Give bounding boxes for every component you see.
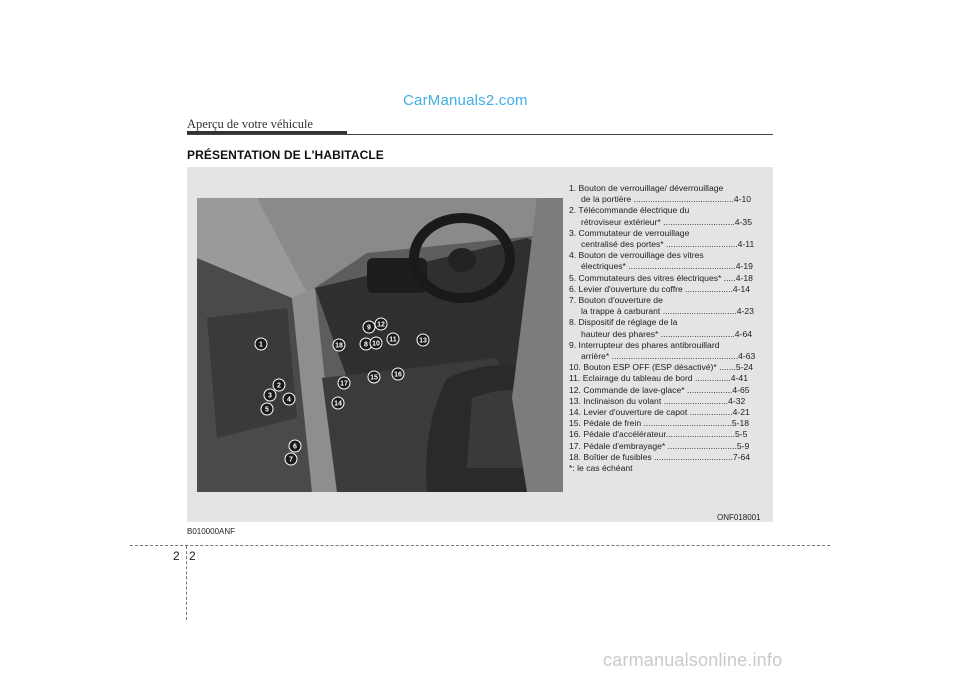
legend-item-15: 15. Pédale de frein .....................................5-18	[569, 418, 750, 429]
page-number: 2	[189, 549, 196, 563]
legend-item-10: 10. Bouton ESP OFF (ESP désactivé)* .......5-24	[569, 362, 754, 373]
legend-item-8: 8. Dispositif de réglage de la hauteur des phares* ...............................4-64	[569, 317, 753, 339]
callout-11	[387, 333, 399, 345]
svg-text:15: 15	[370, 374, 378, 382]
watermark-logo-bottom: carmanualsonline.info	[603, 650, 783, 670]
legend-item-13: 13. Inclinaison du volant ...........................4-32	[569, 395, 746, 406]
svg-text:14: 14	[334, 400, 342, 408]
svg-text:5: 5	[265, 406, 269, 414]
photo-code: ONF018001	[717, 513, 761, 522]
legend-item-14: 14. Levier d'ouverture de capot ..................4-21	[569, 407, 750, 418]
legend-item-18: 18. Boîtier de fusibles .................................7-64	[569, 451, 751, 462]
callout-6	[289, 440, 301, 452]
legend-footnote: *: le cas échéant	[569, 463, 633, 474]
legend-item-7: 7. Bouton d'ouverture de la trappe à carburant ...............................4-23	[569, 295, 754, 317]
page-header-title: Aperçu de votre véhicule	[187, 117, 313, 131]
chapter-number: 2	[173, 549, 180, 563]
svg-text:17: 17	[340, 380, 348, 388]
header-rule	[187, 134, 773, 135]
svg-text:9: 9	[367, 324, 371, 332]
svg-text:2: 2	[277, 382, 281, 390]
svg-text:3: 3	[268, 392, 272, 400]
svg-text:18: 18	[335, 342, 343, 350]
svg-text:13: 13	[419, 337, 427, 345]
callout-3	[264, 389, 276, 401]
legend-item-3: 3. Commutateur de verrouillage centralisé des portes* ..............................4-11	[569, 227, 755, 250]
svg-text:1: 1	[259, 341, 263, 349]
callout-14	[332, 397, 344, 409]
svg-text:8: 8	[364, 341, 368, 349]
callout-2	[273, 379, 285, 391]
reference-code: B010000ANF	[187, 527, 236, 536]
legend-item-9: 9. Interrupteur des phares antibrouillard arrière* .....................................................4-63	[569, 339, 756, 362]
legend-item-16: 16. Pédale d'accélérateur.............................5-5	[569, 429, 748, 440]
svg-text:6: 6	[293, 443, 297, 451]
legend-item-1: 1. Bouton de verrouillage/ déverrouillage de la portière ..........................................4-10	[569, 183, 752, 205]
callout-10	[370, 337, 382, 349]
svg-text:16: 16	[394, 371, 402, 379]
svg-text:11: 11	[389, 336, 397, 344]
legend-item-11: 11. Eclairage du tableau de bord ...............4-41	[569, 373, 748, 384]
callout-7	[285, 453, 297, 465]
callout-15	[368, 371, 380, 383]
legend-item-2: 2. Télécommande électrique du rétroviseur extérieur* ..............................4-35	[569, 205, 752, 227]
section-title: PRÉSENTATION DE L'HABITACLE	[187, 148, 384, 162]
callout-13	[417, 334, 429, 346]
callout-5	[261, 403, 273, 415]
footer-vertical-divider	[186, 546, 187, 620]
legend-item-17: 17. Pédale d'embrayage* .............................5-9	[569, 440, 750, 451]
callout-16	[392, 368, 404, 380]
legend-item-6: 6. Levier d'ouverture du coffre ....................4-14	[569, 283, 751, 294]
callout-18	[333, 339, 345, 351]
svg-text:10: 10	[372, 340, 380, 348]
callout-12	[375, 318, 387, 330]
legend-item-12: 12. Commande de lave-glace* ...................4-65	[569, 384, 750, 395]
svg-text:7: 7	[289, 456, 293, 464]
callout-layer	[197, 198, 563, 492]
svg-text:4: 4	[287, 396, 291, 404]
legend-item-4: 4. Bouton de verrouillage des vitres électriques* .............................................4-19	[569, 250, 753, 272]
footer-divider	[130, 545, 830, 546]
legend-item-5: 5. Commutateurs des vitres électriques* .....4-18	[569, 272, 753, 283]
callout-9	[363, 321, 375, 333]
component-legend	[569, 183, 769, 474]
svg-text:12: 12	[377, 321, 385, 329]
callout-17	[338, 377, 350, 389]
callout-4	[283, 393, 295, 405]
watermark-logo-top: CarManuals2.com	[403, 92, 528, 109]
callout-1	[255, 338, 267, 350]
interior-photo	[197, 198, 563, 492]
